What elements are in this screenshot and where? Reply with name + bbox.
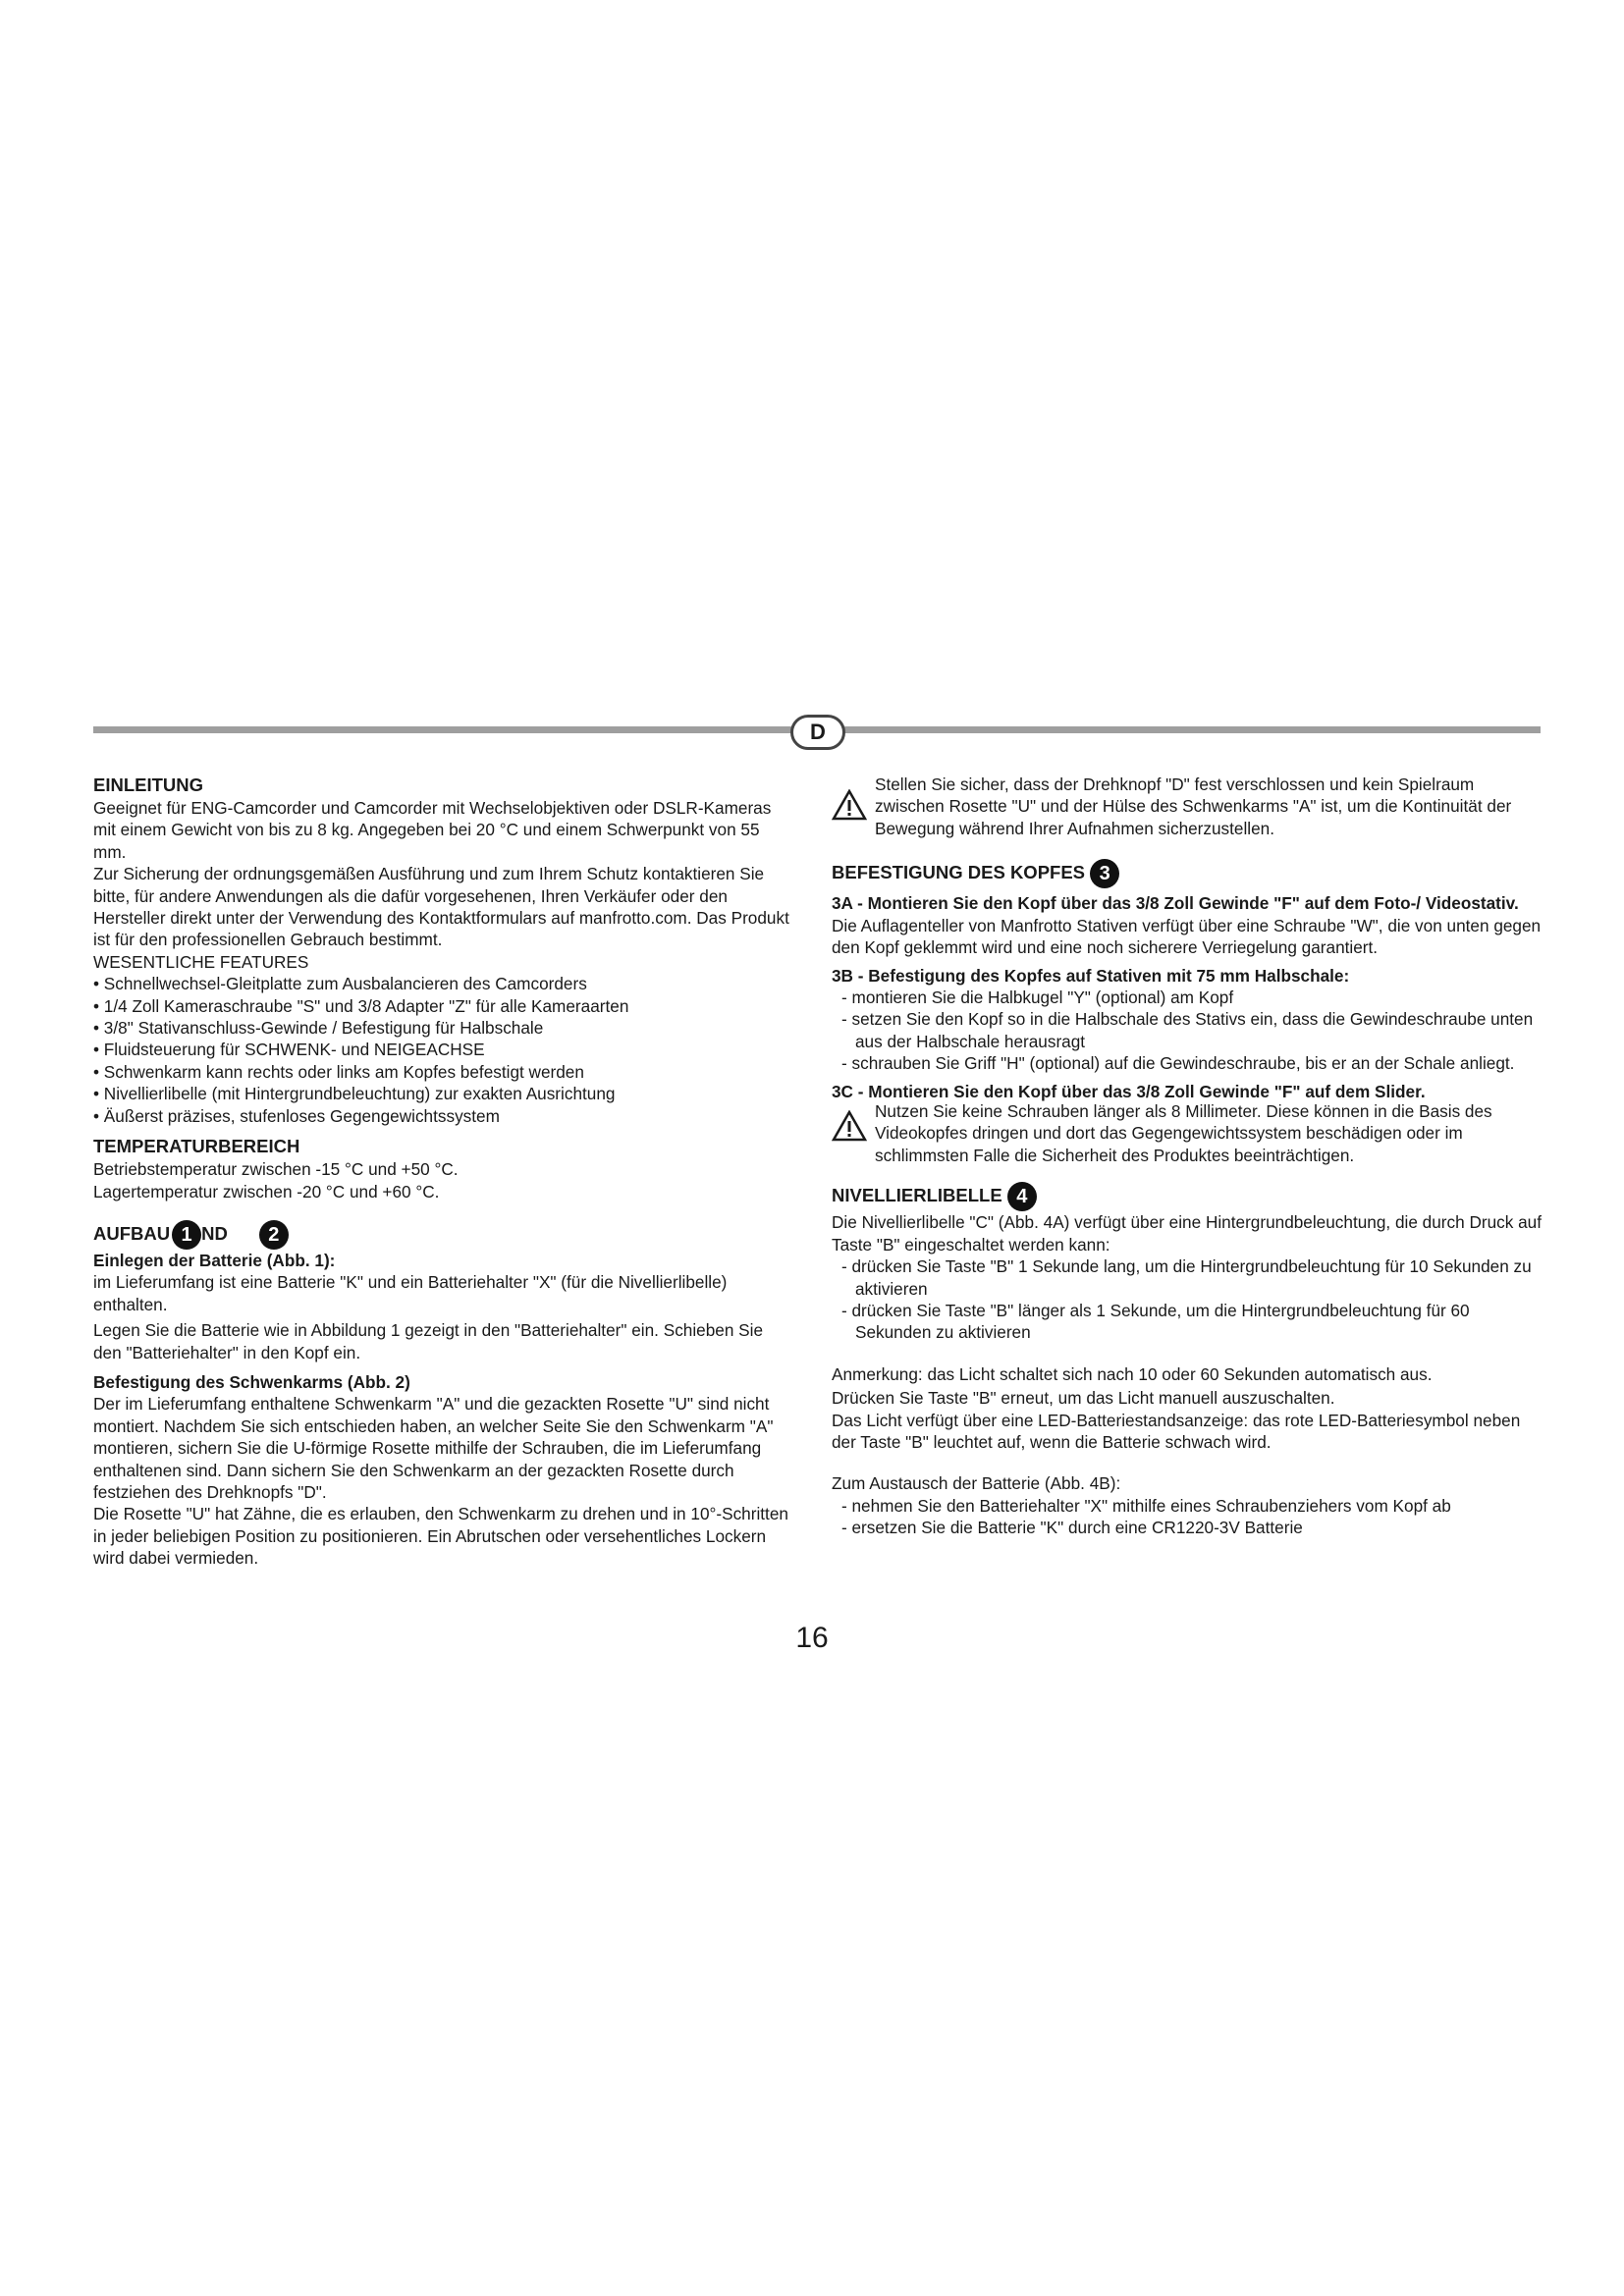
warning-icon <box>832 789 867 821</box>
warning-text-1: Stellen Sie sicher, dass der Drehknopf "D" fest verschlossen und kein Spielraum zwischen Rosette "U" und der Hülse des Schwenkarms "A" ist, um die Kontinuität der Bewegung während Ihrer Aufnahmen sicherzustellen. <box>875 774 1512 838</box>
arm-paragraph-1: Der im Lieferumfang enthaltene Schwenkarm "A" und die gezackten Rosette "U" sind nicht montiert. Nachdem Sie sich entschieden haben, an welcher Seite Sie den Schwenkarm "A" montieren, sichern Sie die U-förmige Rosette mithilfe der Schrauben, die im Lieferumfang enthaltenen sind. Dann sichern Sie den Schwenkarm an der gezackten Rosette durch festziehen des Drehknopfs "D". <box>93 1394 774 1503</box>
level-intro: Die Nivellierlibelle "C" (Abb. 4A) verfügt über eine Hintergrundbeleuchtung, die durch Druck auf Taste "B" eingeschaltet werden kann: <box>832 1212 1542 1255</box>
list-item: • 3/8" Stativanschluss-Gewinde / Befestigung für Halbschale <box>93 1017 795 1039</box>
level-note-2: Drücken Sie Taste "B" erneut, um das Licht manuell auszuschalten. <box>832 1388 1335 1409</box>
warning-text-2: Nutzen Sie keine Schrauben länger als 8 Millimeter. Diese können in die Basis des Videokopfes dringen und dort das Gegengewichtssystem beschädigen oder im schlimmsten Falle die Sicherheit des Produktes beeinträchtigen. <box>875 1100 1492 1165</box>
head-mount-heading-text: BEFESTIGUNG DES KOPFES <box>832 862 1086 883</box>
features-list <box>93 973 795 1127</box>
right-column <box>832 774 1543 1539</box>
storage-temperature: Lagertemperatur zwischen -20 °C und +60 °C. <box>93 1181 440 1201</box>
header-rule-left <box>93 726 792 733</box>
warning-icon <box>832 1110 867 1142</box>
section-3a-text: Die Auflagenteller von Manfrotto Stativen verfügt über eine Schraube "W", die von unten gegen den Kopf geklemmt wird und eine noch sicherere Verriegelung garantiert. <box>832 915 1542 958</box>
battery-insert-paragraph-2: Legen Sie die Batterie wie in Abbildung 1 gezeigt in den "Batteriehalter" ein. Schieben Sie den "Batteriehalter" in den Kopf ein. <box>93 1320 764 1362</box>
battery-change-list <box>832 1495 1543 1539</box>
section-3b-list <box>832 987 1543 1075</box>
header-rule-right <box>841 726 1541 733</box>
battery-insert-paragraph-1: im Lieferumfang ist eine Batterie "K" und ein Batteriehalter "X" (für die Nivellierlibelle) enthalten. <box>93 1272 728 1314</box>
left-column <box>93 774 795 1570</box>
level-list <box>832 1255 1543 1344</box>
page-number: 16 <box>795 1622 829 1654</box>
section-3b-heading: 3B - Befestigung des Kopfes auf Stativen mit 75 mm Halbschale: <box>832 965 1350 986</box>
level-note-1: Anmerkung: das Licht schaltet sich nach 10 oder 60 Sekunden automatisch aus. <box>832 1363 1433 1384</box>
language-badge: D <box>790 715 845 750</box>
assembly-heading-text-b: ND <box>201 1222 228 1244</box>
intro-heading: EINLEITUNG <box>93 774 204 795</box>
battery-change-heading: Zum Austausch der Batterie (Abb. 4B): <box>832 1473 1121 1494</box>
list-item: • Schnellwechsel-Gleitplatte zum Ausbalancieren des Camcorders <box>93 973 795 994</box>
section-3c-heading: 3C - Montieren Sie den Kopf über das 3/8 Zoll Gewinde "F" auf dem Slider. <box>832 1081 1426 1101</box>
list-item: - drücken Sie Taste "B" 1 Sekunde lang, um die Hintergrundbeleuchtung für 10 Sekunden zu aktivieren <box>841 1255 1543 1300</box>
list-item: • Äußerst präzises, stufenloses Gegengewichtssystem <box>93 1105 795 1127</box>
list-item: - nehmen Sie den Batteriehalter "X" mithilfe eines Schraubenziehers vom Kopf ab <box>841 1495 1543 1517</box>
assembly-heading <box>93 1218 795 1250</box>
arm-heading: Befestigung des Schwenkarms (Abb. 2) <box>93 1372 410 1393</box>
list-item: • Nivellierlibelle (mit Hintergrundbeleuchtung) zur exakten Ausrichtung <box>93 1083 795 1104</box>
level-note-3: Das Licht verfügt über eine LED-Batteriestandsanzeige: das rote LED-Batteriesymbol neben der Taste "B" leuchtet auf, wenn die Batterie schwach wird. <box>832 1410 1521 1452</box>
list-item: - montieren Sie die Halbkugel "Y" (optional) am Kopf <box>841 987 1543 1008</box>
step-4-badge: 4 <box>1007 1182 1037 1211</box>
list-item: • Schwenkarm kann rechts oder links am Kopfes befestigt werden <box>93 1061 795 1083</box>
step-2-badge: 2 <box>259 1220 289 1250</box>
list-item: - ersetzen Sie die Batterie "K" durch eine CR1220-3V Batterie <box>841 1517 1543 1538</box>
intro-paragraph-2: Zur Sicherung der ordnungsgemäßen Ausführung und zum Ihrem Schutz kontaktieren Sie bitte, für andere Anwendungen als die dafür vorgesehenen, Ihren Verkäufer oder den Hersteller direkt unter der Verwendung des Kontaktformulars auf manfrotto.com. Das Produkt ist für den professionellen Gebrauch bestimmt. <box>93 864 789 950</box>
warning-block-1 <box>832 774 1543 839</box>
warning-block-2 <box>832 1100 1543 1166</box>
list-item: - setzen Sie den Kopf so in die Halbschale des Stativs ein, dass die Gewindeschraube unten aus der Halbschale herausragt <box>841 1008 1543 1052</box>
level-heading-text: NIVELLIERLIBELLE <box>832 1185 1002 1206</box>
list-item: • Fluidsteuerung für SCHWENK- und NEIGEACHSE <box>93 1039 795 1060</box>
intro-paragraph-1: Geeignet für ENG-Camcorder und Camcorder mit Wechselobjektiven oder DSLR-Kameras mit einem Gewicht von bis zu 8 kg. Angegeben bei 20 °C und einem Schwerpunkt von 55 mm. <box>93 798 772 862</box>
step-3-badge: 3 <box>1090 859 1119 888</box>
list-item: - drücken Sie Taste "B" länger als 1 Sekunde, um die Hintergrundbeleuchtung für 60 Sekunden zu aktivieren <box>841 1300 1543 1344</box>
step-1-badge: 1 <box>172 1220 201 1250</box>
level-heading <box>832 1180 1543 1211</box>
operating-temperature: Betriebstemperatur zwischen -15 °C und +50 °C. <box>93 1159 459 1180</box>
temperature-heading: TEMPERATURBEREICH <box>93 1136 300 1157</box>
head-mount-heading <box>832 857 1543 888</box>
assembly-heading-text-a: AUFBAU <box>93 1222 171 1244</box>
list-item: • 1/4 Zoll Kameraschraube "S" und 3/8 Adapter "Z" für alle Kameraarten <box>93 995 795 1017</box>
features-heading: WESENTLICHE FEATURES <box>93 951 309 972</box>
section-3a-heading: 3A - Montieren Sie den Kopf über das 3/8 Zoll Gewinde "F" auf dem Foto-/ Videostativ. <box>832 893 1519 914</box>
arm-paragraph-2: Die Rosette "U" hat Zähne, die es erlauben, den Schwenkarm zu drehen und in 10°-Schritten in jeder beliebigen Position zu positionieren. Ein Abrutschen oder versehentliches Lockern wird dabei vermieden. <box>93 1504 788 1569</box>
list-item: - schrauben Sie Griff "H" (optional) auf die Gewindeschraube, bis er an der Schale anliegt. <box>841 1052 1543 1074</box>
battery-insert-heading: Einlegen der Batterie (Abb. 1): <box>93 1251 336 1271</box>
